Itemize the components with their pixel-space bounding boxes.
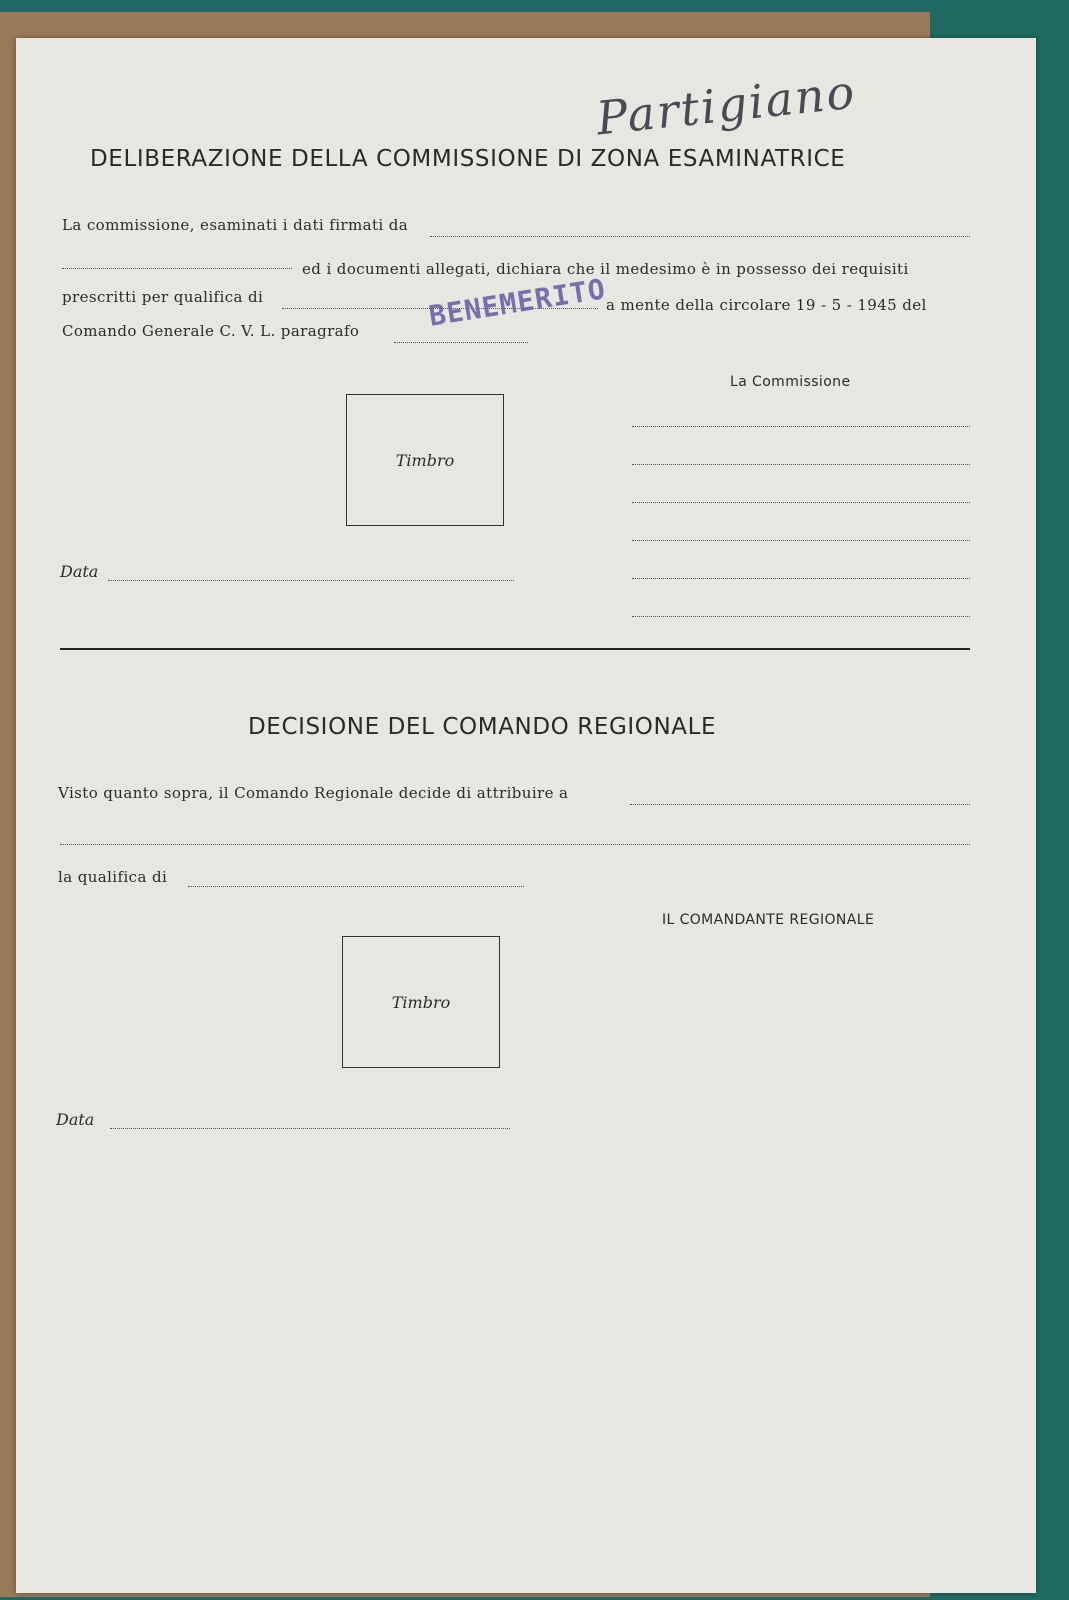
commission-signature-4[interactable] <box>632 540 970 541</box>
assigned-qualification-field[interactable] <box>188 886 524 887</box>
stamp-box-2 <box>342 936 500 1068</box>
recipient-continuation-field[interactable] <box>60 844 970 845</box>
section1-title: DELIBERAZIONE DELLA COMMISSIONE DI ZONA ESAMINATRICE <box>90 146 846 172</box>
section2-title: DECISIONE DEL COMANDO REGIONALE <box>248 714 717 740</box>
section1-line4: Comando Generale C. V. L. paragrafo <box>62 322 360 340</box>
section2-line1: Visto quanto sopra, il Comando Regionale decide di attribuire a <box>58 784 569 802</box>
section1-line1: La commissione, esaminati i dati firmati da <box>62 216 409 234</box>
commission-signature-6[interactable] <box>632 616 970 617</box>
commission-signature-1[interactable] <box>632 426 970 427</box>
commission-label: La Commissione <box>730 374 851 390</box>
paragraph-field[interactable] <box>394 342 528 343</box>
section1-line2: ed i documenti allegati, dichiara che il medesimo è in possesso dei requisiti <box>302 260 909 278</box>
date-field-2[interactable] <box>110 1128 510 1129</box>
document-page <box>16 38 1036 1593</box>
date-field-1[interactable] <box>108 580 514 581</box>
section1-line3-end: a mente della circolare 19 - 5 - 1945 del <box>606 296 927 314</box>
commander-label: IL COMANDANTE REGIONALE <box>662 912 875 928</box>
section-divider <box>60 648 970 650</box>
commission-signature-2[interactable] <box>632 464 970 465</box>
date-label-1: Data <box>60 562 99 581</box>
signatory-field[interactable] <box>430 236 970 237</box>
section2-line2: la qualifica di <box>58 868 168 886</box>
stamp-box-1-label: Timbro <box>395 450 455 470</box>
recipient-field[interactable] <box>630 804 970 805</box>
commission-signature-5[interactable] <box>632 578 970 579</box>
name-continuation-field[interactable] <box>62 268 292 269</box>
date-label-2: Data <box>56 1110 95 1129</box>
handwritten-note: Partigiano <box>593 64 859 146</box>
section1-line3-start: prescritti per qualifica di <box>62 288 264 306</box>
benemerito-stamp: BENEMERITO <box>426 272 609 333</box>
stamp-box-2-label: Timbro <box>391 992 451 1012</box>
stamp-box-1 <box>346 394 504 526</box>
commission-signature-3[interactable] <box>632 502 970 503</box>
